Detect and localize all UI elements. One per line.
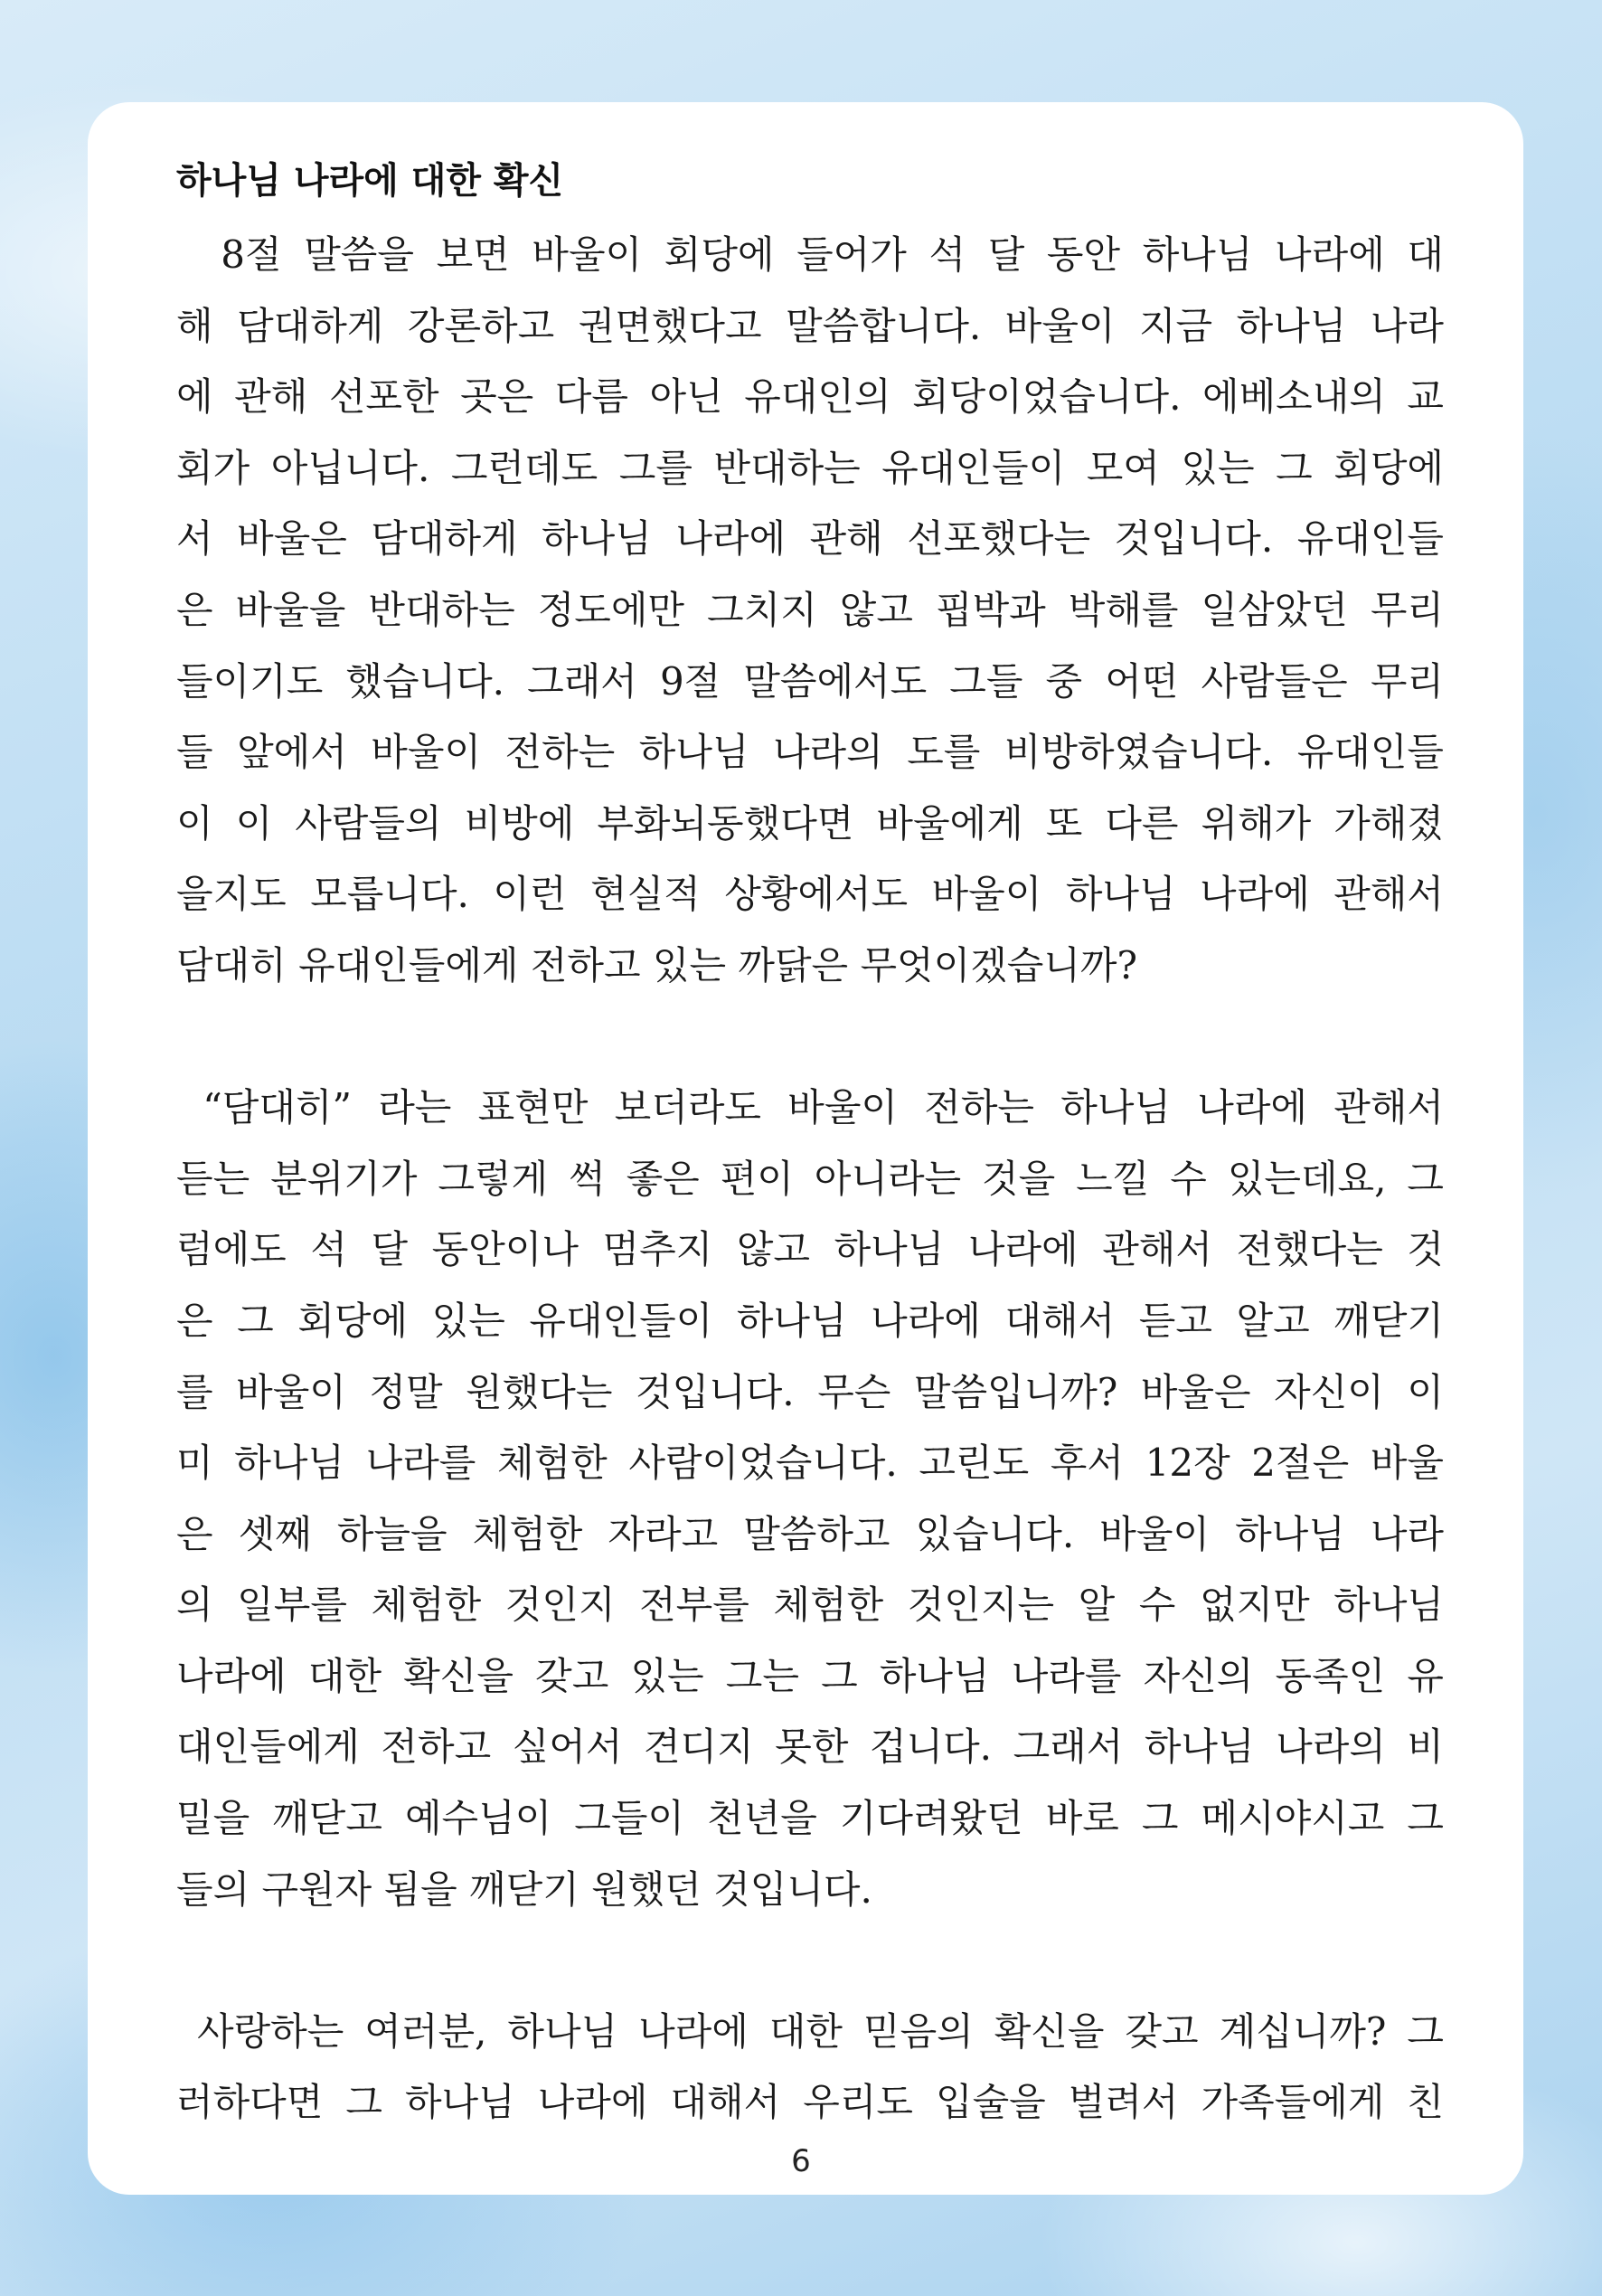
text-line: 서 바울은 담대하게 하나님 나라에 관해 선포했다는 것입니다. 유대인들	[176, 516, 1444, 562]
text-line: 들 앞에서 바울이 전하는 하나님 나라의 도를 비방하였습니다. 유대인들	[176, 730, 1444, 775]
text-line: 해 담대하게 강론하고 권면했다고 말씀합니다. 바울이 지금 하나님 나라	[176, 303, 1444, 348]
page-number: 6	[791, 2143, 811, 2179]
paragraph-gap	[176, 1925, 1444, 1997]
text-line: 러하다면 그 하나님 나라에 대해서 우리도 입술을 벌려서 가족들에게 친	[176, 2080, 1444, 2125]
text-line: 미 하나님 나라를 체험한 사람이었습니다. 고린도 후서 12장 2절은 바울	[176, 1441, 1444, 1486]
text-line: 듣는 분위기가 그렇게 썩 좋은 편이 아니라는 것을 느낄 수 있는데요, 그	[176, 1156, 1444, 1201]
text-line: 은 그 회당에 있는 유대인들이 하나님 나라에 대해서 듣고 알고 깨닫기	[176, 1298, 1444, 1343]
text-line: 8절 말씀을 보면 바울이 회당에 들어가 석 달 동안 하나님 나라에 대	[176, 232, 1444, 277]
paragraph-gap	[176, 1002, 1444, 1073]
text-line: 에 관해 선포한 곳은 다름 아닌 유대인의 회당이었습니다. 에베소내의 교	[176, 374, 1444, 420]
text-line: “담대히” 라는 표현만 보더라도 바울이 전하는 하나님 나라에 관해서	[176, 1085, 1444, 1130]
text-line: 럼에도 석 달 동안이나 멈추지 않고 하나님 나라에 관해서 전했다는 것	[176, 1227, 1444, 1272]
body-text	[176, 220, 1444, 2139]
text-line: 나라에 대한 확신을 갖고 있는 그는 그 하나님 나라를 자신의 동족인 유	[176, 1653, 1444, 1698]
text-line: 밀을 깨닫고 예수님이 그들이 천년을 기다려왔던 바로 그 메시야시고 그	[176, 1796, 1444, 1841]
text-line: 들의 구원자 됨을 깨닫기 원했던 것입니다.	[176, 1866, 872, 1912]
text-line: 은 바울을 반대하는 정도에만 그치지 않고 핍박과 박해를 일삼았던 무리	[176, 587, 1444, 632]
text-line: 을지도 모릅니다. 이런 현실적 상황에서도 바울이 하나님 나라에 관해서	[176, 872, 1444, 917]
text-line: 들이기도 했습니다. 그래서 9절 말씀에서도 그들 중 어떤 사람들은 무리	[176, 658, 1444, 704]
text-line: 이 이 사람들의 비방에 부화뇌동했다면 바울에게 또 다른 위해가 가해졌	[176, 800, 1444, 846]
text-line: 담대히 유대인들에게 전하고 있는 까닭은 무엇이겠습니까?	[176, 942, 1137, 987]
text-line: 사랑하는 여러분, 하나님 나라에 대한 믿음의 확신을 갖고 계십니까? 그	[176, 2008, 1444, 2054]
section-heading: 하나님 나라에 대한 확신	[176, 160, 564, 202]
text-line: 대인들에게 전하고 싶어서 견디지 못한 겁니다. 그래서 하나님 나라의 비	[176, 1724, 1444, 1770]
text-line: 회가 아닙니다. 그런데도 그를 반대하는 유대인들이 모여 있는 그 회당에	[176, 445, 1444, 490]
text-line: 를 바울이 정말 원했다는 것입니다. 무슨 말씀입니까? 바울은 자신이 이	[176, 1369, 1444, 1414]
text-line: 의 일부를 체험한 것인지 전부를 체험한 것인지는 알 수 없지만 하나님	[176, 1583, 1444, 1628]
text-line: 은 셋째 하늘을 체험한 자라고 말씀하고 있습니다. 바울이 하나님 나라	[176, 1511, 1444, 1556]
